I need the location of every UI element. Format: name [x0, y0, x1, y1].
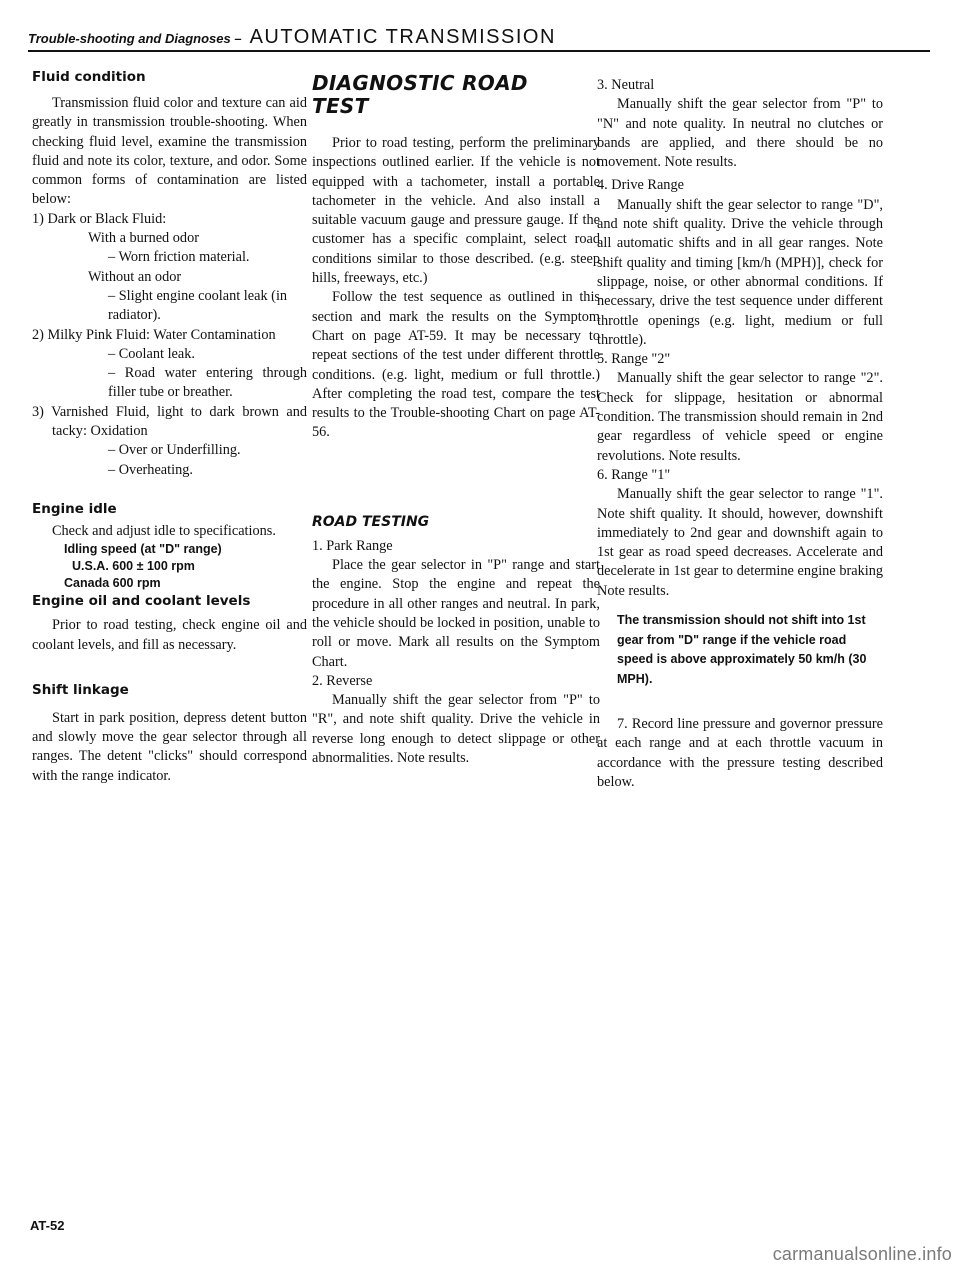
- milky-fluid-label: 2) Milky Pink Fluid: Water Contamination: [32, 326, 276, 343]
- idle-spec-canada: Canada 600 rpm: [64, 576, 161, 591]
- diagnostic-road-test-heading: DIAGNOSTIC ROAD TEST: [312, 71, 528, 118]
- idle-spec-usa: U.S.A. 600 ± 100 rpm: [72, 559, 195, 574]
- diagnostic-intro-text: Prior to road testing, perform the preliminary inspections outlined earlier. If the vehicle is not equipped with a tachometer, install a portable tachometer in the vehicle. And also install a suitable vacuum gauge and pressure gauge. If the customer has a specific complaint, select road conditions similar to those described. (e.g. steep hills, freeways, etc.): [312, 135, 600, 287]
- dark-fluid-label: 1) Dark or Black Fluid:: [32, 210, 167, 227]
- range-1-label: 6. Range "1": [597, 466, 671, 483]
- drive-range-text: Manually shift the gear selector to range "D", and note shift quality. Drive the vehicle through all automatic shifts and in all gear ranges. Note shift quality and timing [km/h (MPH)], check for slippage, noise, or other abnormal conditions. If necessary, drive the test sequence under different throttle openings (e.g. light, medium or full throttle).: [597, 196, 883, 348]
- neutral-text: Manually shift the gear selector from "P" to "N" and note quality. In neutral no clutches or bands are applied, and there should be no movement. Note results.: [597, 96, 883, 171]
- fluid-condition-heading: Fluid condition: [32, 69, 146, 85]
- neutral-label: 3. Neutral: [597, 77, 655, 93]
- park-range-label: 1. Park Range: [312, 537, 393, 554]
- idle-spec-label: Idling speed (at "D" range): [64, 542, 222, 557]
- fluid-intro-text: Transmission fluid color and texture can aid greatly in transmission trouble-shooting. When checking fluid level, examine the transmission fluid and note its color, texture, and odor. Some common forms of contamination are listed below:: [32, 95, 307, 208]
- oil-coolant-heading: Engine oil and coolant levels: [32, 593, 251, 610]
- varnish-heat-text: – Overheating.: [108, 461, 193, 478]
- varnish-over-text: – Over or Underfilling.: [108, 442, 241, 459]
- header-rule: [28, 50, 930, 52]
- page-number: AT-52: [30, 1218, 65, 1233]
- dark-coolant-text: – Slight engine coolant leak (in radiator).: [108, 287, 288, 324]
- oil-coolant-text: Prior to road testing, check engine oil and coolant levels, and fill as necessary.: [32, 617, 307, 653]
- column-left: [32, 68, 307, 786]
- column-right: [597, 76, 883, 792]
- page-header: [28, 26, 928, 50]
- column-middle: [312, 72, 600, 768]
- reverse-label: 2. Reverse: [312, 672, 373, 689]
- shift-linkage-heading: Shift linkage: [32, 681, 129, 698]
- header-title: AUTOMATIC TRANSMISSION: [249, 26, 556, 48]
- milky-coolant-text: – Coolant leak.: [108, 345, 195, 362]
- engine-idle-text: Check and adjust idle to specifications.: [52, 522, 276, 539]
- drive-range-label: 4. Drive Range: [597, 177, 684, 194]
- varnish-fluid-label: 3) Varnished Fluid, light to dark brown and tacky: Oxidation: [32, 403, 307, 440]
- range-2-text: Manually shift the gear selector to range "2". Check for slippage, hesitation or abnormal condition. The transmission should remain in 2nd gear regardless of vehicle speed or engine revolutions. Note results.: [597, 370, 883, 464]
- header-subtitle: Trouble-shooting and Diagnoses –: [28, 31, 242, 46]
- reverse-text: Manually shift the gear selector from "P" to "R", and note shift quality. Drive the vehicle in reverse long enough to detect slippage or other abnormalities. Note results.: [312, 692, 600, 767]
- engine-idle-heading: Engine idle: [32, 500, 117, 517]
- diagnostic-sequence-text: Follow the test sequence as outlined in this section and mark the results on the Symptom Chart on page AT-59. It may be necessary to repeat sections of the test under different throttle conditions. (e.g. light, medium or full throttle.) After completing the road test, compare the test results to the Trouble-shooting Chart on page AT-56.: [312, 289, 600, 441]
- watermark: carmanualsonline.info: [772, 1244, 952, 1264]
- dark-worn-text: – Worn friction material.: [108, 249, 250, 266]
- range-1-text: Manually shift the gear selector to range "1". Note shift quality. It should, however, downshift immediately to 2nd gear and downshift again to 1st gear as road speed decreases. Accelerate and decelerate in 1st gear to determine engine braking Note results.: [597, 486, 883, 599]
- park-range-text: Place the gear selector in "P" range and start the engine. Stop the engine and repeat the procedure in all other ranges and neutral. In park, the vehicle should be locked in position, unable to roll or move. Mark all results on the Symptom Chart.: [312, 557, 600, 670]
- warning-note: The transmission should not shift into 1st gear from "D" range if the vehicle road speed is above approximately 50 km/h (30 MPH).: [617, 613, 867, 686]
- range-2-label: 5. Range "2": [597, 351, 671, 368]
- road-testing-heading: ROAD TESTING: [312, 513, 430, 530]
- milky-road-text: – Road water entering through filler tube or breather.: [108, 365, 307, 401]
- shift-linkage-text: Start in park position, depress detent button and slowly move the gear selector through all ranges. The detent "clicks" should correspond with the range indicator.: [32, 709, 307, 784]
- dark-without-text: Without an odor: [88, 268, 182, 285]
- record-pressure-text: 7. Record line pressure and governor pressure at each range and at each throttle vacuum in accordance with the pressure testing described below.: [597, 716, 883, 790]
- dark-burned-text: With a burned odor: [88, 230, 199, 247]
